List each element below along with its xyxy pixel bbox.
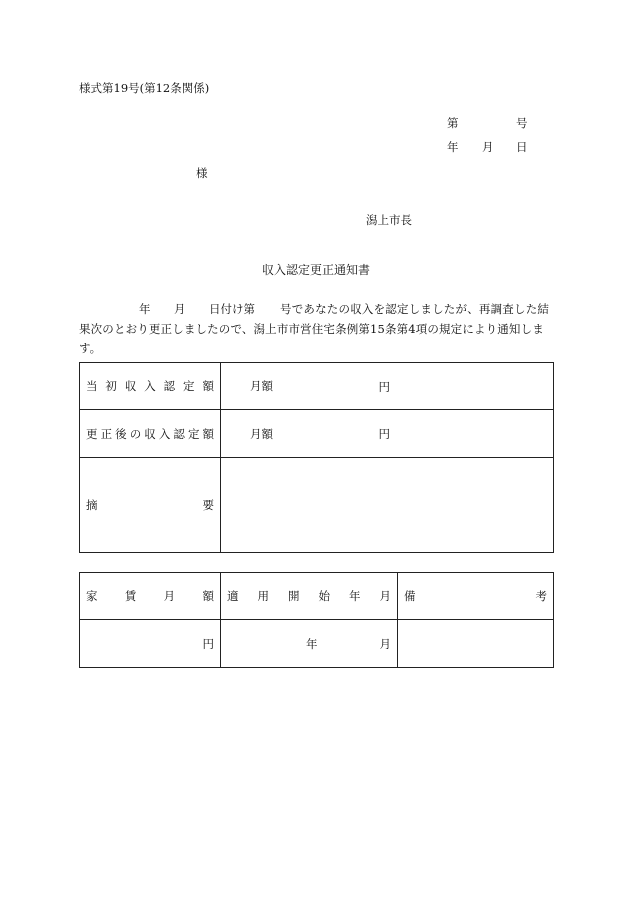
revised-income-label-char: の [129,426,142,441]
revised-income-label-cell [80,410,221,458]
summary-label-right: 要 [202,498,214,512]
start-value-cell[interactable] [221,620,398,668]
table-row [80,573,554,620]
revised-income-value-cell[interactable] [221,410,554,458]
rent-unit: 円 [202,636,214,651]
table-row [80,410,554,458]
initial-income-label-char: 額 [202,379,214,393]
rent-header-char: 賃 [124,589,137,603]
initial-income-label-char: 収 [124,379,137,393]
revised-income-label-char: 入 [158,426,171,441]
intro-year: 年 [139,302,151,316]
addressee-honorific: 様 [196,166,208,180]
intro-line1-rest: 号であなたの収入を認定しましたが、再調査した結 [280,302,550,316]
revised-income-label-char: 額 [202,426,214,441]
intro-line2: 果次のとおり更正しましたので、潟上市市営住宅条例第15条第4項の規定により通知しま [79,322,544,336]
initial-income-label [80,378,220,394]
initial-income-unit: 円 [378,379,390,394]
start-header-label [221,588,397,604]
issuer-name: 潟上市長 [366,213,412,227]
start-header-char: 適 [227,589,239,603]
initial-income-monthly-label: 月額 [250,379,273,393]
revised-income-label-char: 後 [115,426,127,441]
remarks-header-left: 備 [404,589,416,603]
revised-income-monthly-label: 月額 [250,426,273,441]
revised-income-label-char: 正 [100,426,113,441]
initial-income-label-char: 初 [105,379,117,393]
rent-header-cell [80,573,221,620]
doc-number-suffix: 号 [516,116,528,130]
start-header-char: 用 [257,589,269,603]
initial-income-label-char: 定 [183,379,195,393]
start-header-cell [221,573,398,620]
table-row [80,620,554,668]
revised-income-label-char: 更 [86,426,98,441]
revised-income-unit: 円 [378,426,390,441]
summary-label-cell [80,458,221,553]
initial-income-label-char: 入 [144,379,156,393]
initial-income-value-cell[interactable] [221,363,554,410]
start-header-char: 年 [349,589,361,603]
page-title: 収入認定更正通知書 [262,263,371,277]
remarks-header-cell [398,573,554,620]
rent-header-char: 月 [163,589,176,603]
doc-date-day: 日 [516,140,528,154]
rent-header-label [80,588,220,604]
remarks-value-cell[interactable] [398,620,554,668]
table-row [80,458,554,553]
doc-date-year: 年 [447,140,459,154]
table-row [80,363,554,410]
doc-number-prefix: 第 [447,116,459,130]
summary-label-left: 摘 [86,498,98,512]
rent-value-cell[interactable] [80,620,221,668]
rent-header-char: 家 [86,589,98,603]
revised-income-label-char: 認 [173,426,185,441]
income-table [79,362,554,553]
revised-income-label-char: 定 [187,426,200,441]
form-label: 様式第19号(第12条関係) [79,81,210,95]
revised-income-label-char: 収 [144,426,156,441]
intro-dated: 日付け第 [209,302,255,316]
start-header-char: 月 [379,589,391,603]
intro-line3: す。 [79,341,102,355]
summary-value-cell[interactable] [221,458,554,553]
initial-income-label-char: 認 [163,379,176,393]
start-header-char: 開 [288,589,300,603]
remarks-header-right: 考 [535,589,547,603]
start-month: 月 [379,636,391,651]
doc-date-month: 月 [482,140,494,154]
start-header-char: 始 [318,589,330,603]
start-year: 年 [306,636,318,651]
rent-table [79,572,554,668]
rent-header-char: 額 [202,589,214,603]
initial-income-label-char: 当 [86,379,98,393]
intro-month: 月 [174,302,186,316]
revised-income-label [80,426,220,442]
initial-income-label-cell [80,363,221,410]
